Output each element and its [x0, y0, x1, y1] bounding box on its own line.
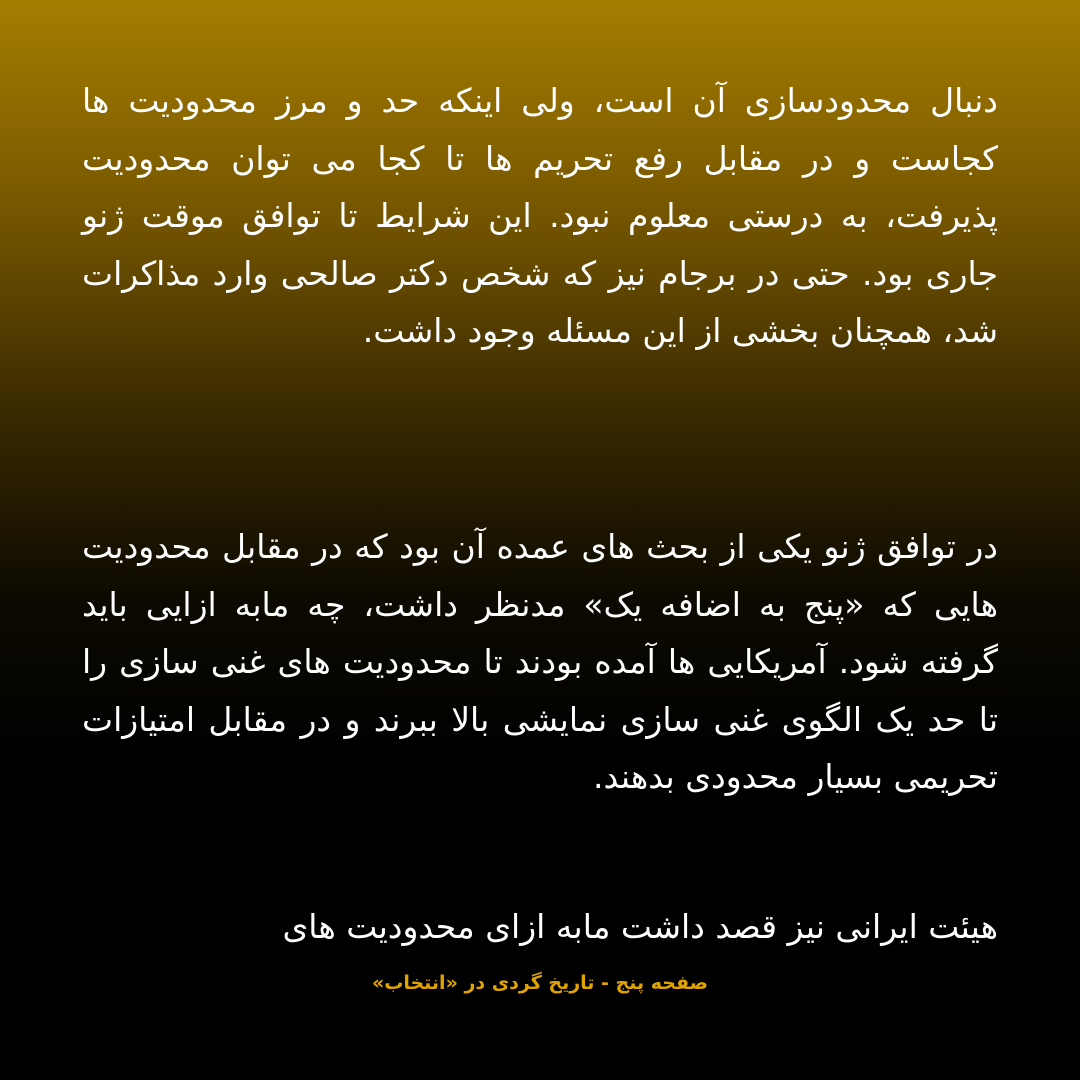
page-footer-caption: صفحه پنج - تاریخ گردی در «انتخاب»: [371, 972, 709, 994]
article-body: [82, 62, 998, 1062]
article-paragraph-2: در توافق ژنو یکی از بحث های عمده آن بود که در مقابل محدودیت هایی که «پنج به اضافه یک» مدنظر داشت، چه مابه ازایی باید گرفته شود. آمریکایی ها آمده بودند تا محدودیت های غنی سازی را تا حد یک الگوی غنی سازی نمایشی بالا ببرند و در مقابل امتیازات تحریمی بسیار محدودی بدهند.: [82, 527, 998, 796]
article-paragraph-1: دنبال محدودسازی آن است، ولی اینکه حد و مرز محدودیت ها کجاست و در مقابل رفع تحریم ها تا کجا می توان محدودیت پذیرفت، به درستی معلوم نبود. این شرایط تا توافق موقت ژنو جاری بود. حتی در برجام نیز که شخص دکتر صالحی وارد مذاکرات شد، همچنان بخشی از این مسئله وجود داشت.: [82, 81, 998, 350]
article-paragraph-3: هیئت ایرانی نیز قصد داشت مابه ازای محدودیت های: [282, 907, 998, 946]
